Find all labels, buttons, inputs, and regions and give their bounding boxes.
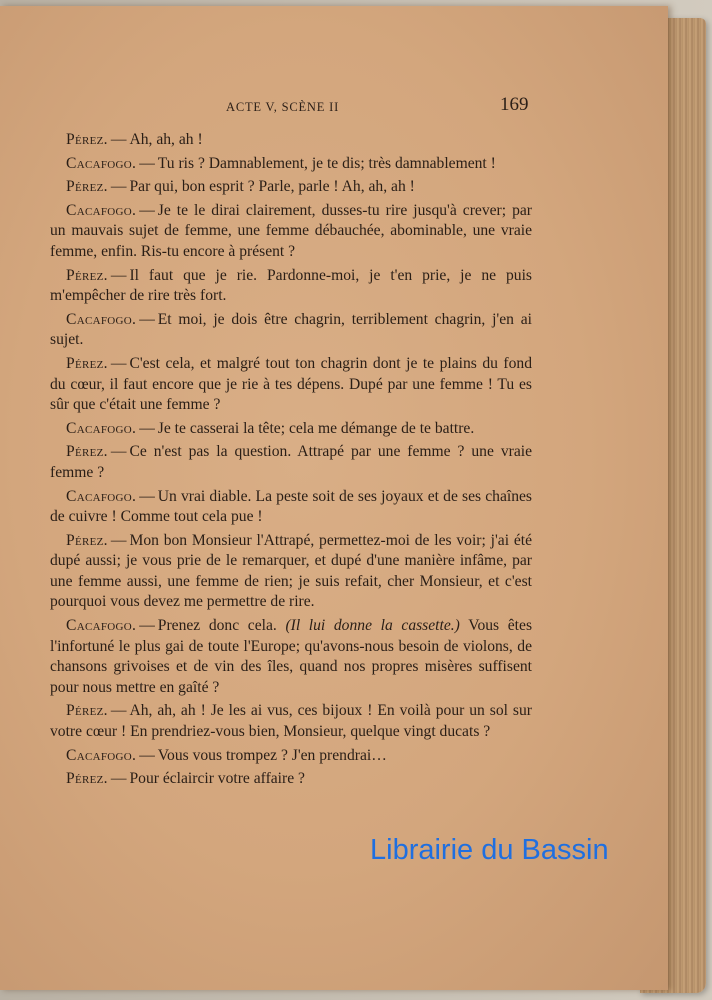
dialogue-line: Pérez. — Ce n'est pas la question. Attrapé par une femme ? une vraie femme ?	[50, 443, 532, 481]
speaker-name: Cacafogo.	[66, 154, 137, 172]
speaker-name: Pérez.	[66, 770, 108, 788]
dialogue-line: Cacafogo. — Un vrai diable. La peste soit de ses joyaux et de ses chaînes de cuivre ! Comme tout cela pue !	[50, 487, 532, 526]
line-text: Pour éclaircir votre affaire ?	[129, 770, 305, 788]
speaker-name: Cacafogo.	[66, 201, 137, 219]
dialogue-line: Pérez. — Il faut que je rie. Pardonne-moi, je t'en prie, je ne puis m'empêcher de rire très fort.	[50, 266, 532, 305]
line-text: Ce n'est pas la question. Attrapé par une femme ? une vraie femme ?	[50, 443, 532, 481]
speaker-name: Cacafogo.	[66, 617, 137, 635]
speaker-name: Pérez.	[66, 354, 108, 372]
line-text: Et moi, je dois être chagrin, terriblement chagrin, j'en ai sujet.	[50, 310, 532, 349]
line-text: Prenez donc cela.	[157, 617, 286, 635]
line-text: Par qui, bon esprit ? Parle, parle ! Ah, ah, ah !	[129, 178, 415, 196]
dialogue-line: Cacafogo. — Prenez donc cela. (Il lui donne la cassette.) Vous êtes l'infortuné le plus gai de toute l'Europe; qu'avons-nous besoin de violons, de chansons grivoises et de vin des îles, quand nos propres misères suffisent pour nous mettre en gaîté ?	[50, 617, 533, 696]
dialogue-line: Cacafogo. — Je te casserai la tête; cela me démange de te battre.	[66, 419, 475, 437]
line-text: Ah, ah, ah !	[129, 131, 203, 148]
speaker-name: Pérez.	[66, 266, 108, 284]
line-text: Vous vous trompez ? J'en prendrai…	[157, 746, 387, 764]
stage-direction: (Il lui donne la cassette.)	[285, 617, 460, 635]
line-text: Ah, ah, ah ! Je les ai vus, ces bijoux ! En voilà pour un sol sur votre cœur ! En prendriez-vous bien, Monsieur, quelque vingt ducats ?	[50, 702, 532, 741]
line-text: Un vrai diable. La peste soit de ses joyaux et de ses chaînes de cuivre ! Comme tout cela pue !	[50, 487, 532, 526]
dialogue-line: Cacafogo. — Tu ris ? Damnablement, je te dis; très damnablement !	[66, 154, 496, 172]
speaker-name: Pérez.	[66, 702, 108, 720]
speaker-name: Cacafogo.	[66, 746, 137, 764]
line-text: Il faut que je rie. Pardonne-moi, je t'en prie, je ne puis m'empêcher de rire très fort.	[50, 266, 532, 305]
line-text: Je te casserai la tête; cela me démange de te battre.	[157, 419, 475, 437]
speaker-name: Cacafogo.	[66, 419, 137, 437]
page-header	[0, 94, 668, 122]
dialogue-line: Cacafogo. — Et moi, je dois être chagrin, terriblement chagrin, j'en ai sujet.	[50, 310, 532, 349]
speaker-name: Pérez.	[66, 131, 108, 148]
watermark: Librairie du Bassin	[370, 834, 609, 866]
speaker-name: Cacafogo.	[66, 487, 137, 505]
line-text: Vous êtes l'infortuné le plus gai de toute l'Europe; qu'avons-nous besoin de violons, de chansons grivoises et de vin des îles, quand nos propres misères suffisent pour nous mettre en gaîté ?	[50, 617, 533, 696]
dialogue-line: Cacafogo. — Je te le dirai clairement, dusses-tu rire jusqu'à crever; par un mauvais sujet de femme, une femme débauchée, abominable, une vraie femme, enfin. Ris-tu encore à présent ?	[50, 201, 532, 260]
dialogue-line: Pérez. — Ah, ah, ah ! Je les ai vus, ces bijoux ! En voilà pour un sol sur votre cœur ! En prendriez-vous bien, Monsieur, quelque vingt ducats ?	[50, 702, 532, 741]
line-text: Tu ris ? Damnablement, je te dis; très damnablement !	[157, 154, 496, 172]
speaker-name: Pérez.	[66, 178, 108, 196]
dialogue-line: Pérez. — C'est cela, et malgré tout ton chagrin dont je te plains du fond du cœur, il faut encore que je rie à tes dépens. Dupé par une femme ! Tu es sûr que c'était une femme ?	[50, 354, 532, 414]
running-head: ACTE V, SCÈNE II	[226, 100, 340, 114]
speaker-name: Pérez.	[66, 531, 108, 549]
dialogue-line: Pérez. — Par qui, bon esprit ? Parle, parle ! Ah, ah, ah !	[66, 178, 415, 196]
line-text: Je te le dirai clairement, dusses-tu rire jusqu'à crever; par un mauvais sujet de femme, une femme débauchée, abominable, une vraie femme, enfin. Ris-tu encore à présent ?	[50, 201, 532, 260]
dialogue-line: Cacafogo. — Vous vous trompez ? J'en prendrai…	[66, 746, 387, 764]
line-text: C'est cela, et malgré tout ton chagrin dont je te plains du fond du cœur, il faut encore que je rie à tes dépens. Dupé par une femme ! Tu es sûr que c'était une femme ?	[50, 354, 532, 414]
speaker-name: Cacafogo.	[66, 310, 137, 328]
dialogue-line: Pérez. — Mon bon Monsieur l'Attrapé, permettez-moi de les voir; j'ai été dupé aussi; je vous prie de le remarquer, et dupé d'une manière infâme, par une femme aussi, une femme de rien; je suis refait, cher Monsieur, et c'est pourquoi vous devez me permettre de rire.	[50, 531, 532, 611]
line-text: Mon bon Monsieur l'Attrapé, permettez-moi de les voir; j'ai été dupé aussi; je vous prie de le remarquer, et dupé d'une manière infâme, par une femme aussi, une femme de rien; je suis refait, cher Monsieur, et c'est pourquoi vous devez me permettre de rire.	[50, 531, 532, 611]
dialogue-line: Pérez. — Pour éclaircir votre affaire ?	[66, 770, 305, 788]
dialogue-text	[50, 130, 532, 793]
speaker-name: Pérez.	[66, 443, 108, 461]
dialogue-line: Pérez. — Ah, ah, ah !	[66, 131, 203, 148]
page-number: 169	[500, 94, 529, 115]
